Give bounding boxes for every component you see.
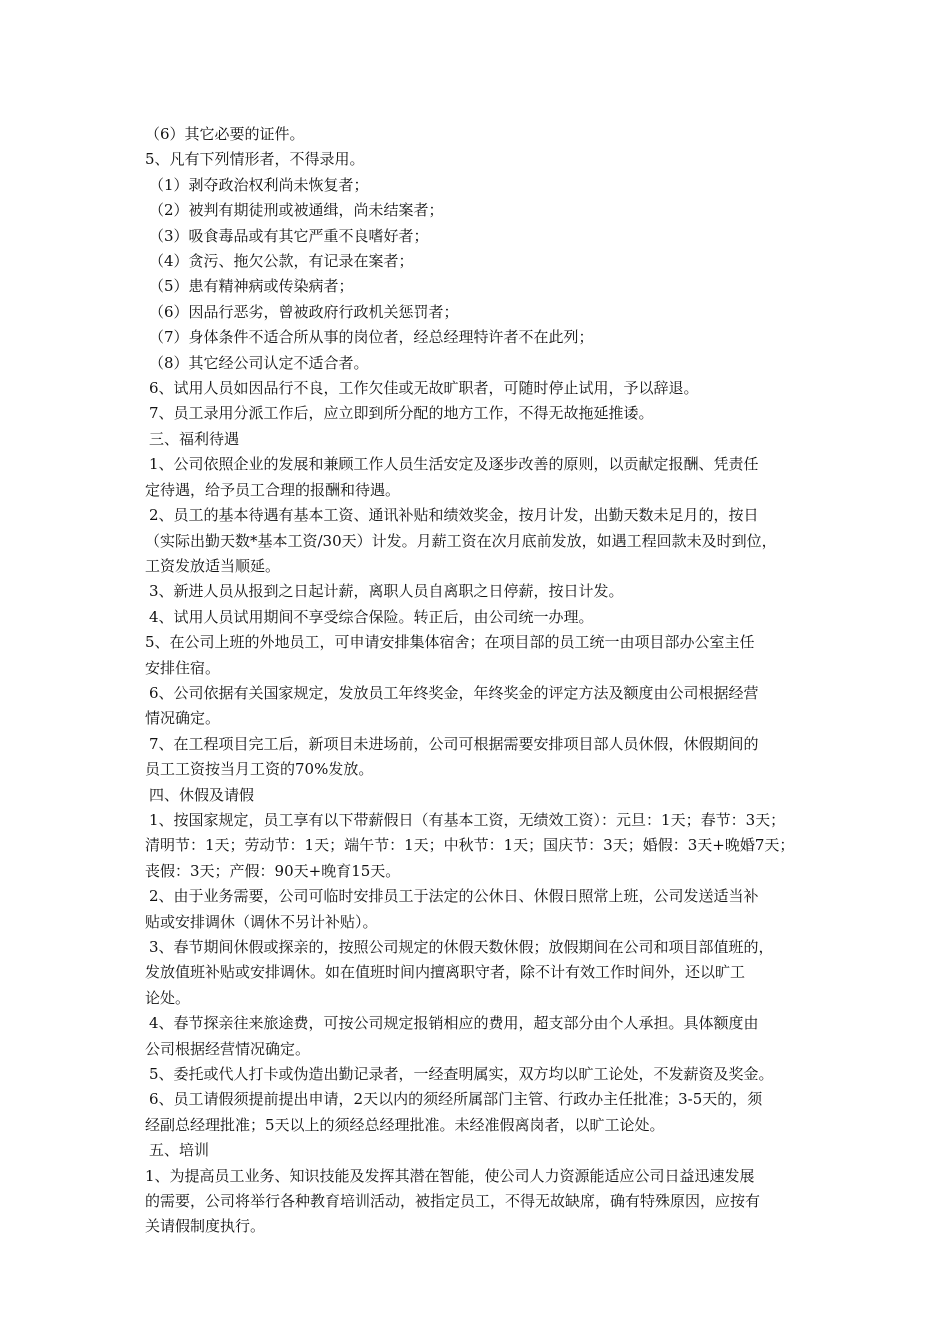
- text-line: 6、试用人员如因品行不良，工作欠佳或无故旷职者，可随时停止试用，予以辞退。: [149, 379, 699, 398]
- text-line: （8）其它经公司认定不适合者。: [149, 353, 369, 372]
- text-line: 定待遇，给予员工合理的报酬和待遇。: [145, 480, 401, 499]
- text-line: 经副总经理批准；5天以上的须经总经理批准。未经准假离岗者，以旷工论处。: [145, 1115, 665, 1134]
- text-line: （3）吸食毒品或有其它严重不良嗜好者；: [149, 226, 429, 245]
- text-line: 发放值班补贴或安排调休。如在值班时间内擅离职守者，除不计有效工作时间外，还以旷工: [145, 963, 746, 982]
- text-line: 员工工资按当月工资的70%发放。: [145, 760, 374, 779]
- text-line: 的需要，公司将举行各种教育培训活动，被指定员工，不得无故缺席，确有特殊原因，应按有: [145, 1192, 761, 1211]
- text-line: （2）被判有期徒刑或被通缉，尚未结案者；: [149, 201, 444, 220]
- section-heading: 四、休假及请假: [149, 785, 255, 804]
- text-line: 1、公司依照企业的发展和兼顾工作人员生活安定及逐步改善的原则，以贡献定报酬、凭责任: [149, 455, 759, 474]
- text-line: （6）其它必要的证件。: [145, 125, 305, 143]
- text-line: 6、员工请假须提前提出申请，2天以内的须经所属部门主管、行政办主任批准；3-5天的，须: [149, 1090, 763, 1109]
- text-line: 2、由于业务需要，公司可临时安排员工于法定的公休日、休假日照常上班，公司发送适当补: [149, 887, 759, 906]
- text-line: 3、新进人员从报到之日起计薪，离职人员自离职之日停薪，按日计发。: [149, 582, 624, 601]
- text-line: 5、凡有下列情形者，不得录用。: [145, 150, 365, 169]
- text-line: （实际出勤天数*基本工资/30天）计发。月薪工资在次月底前发放，如遇工程回款未及时到位，: [145, 531, 777, 550]
- text-line: 工资发放适当顺延。: [145, 556, 281, 575]
- text-line: （7）身体条件不适合所从事的岗位者，经总经理特许者不在此列；: [149, 328, 594, 347]
- text-line: 7、在工程项目完工后，新项目未进场前，公司可根据需要安排项目部人员休假，休假期间的: [149, 734, 759, 753]
- text-line: 1、为提高员工业务、知识技能及发挥其潜在智能，使公司人力资源能适应公司日益迅速发展: [145, 1166, 755, 1185]
- text-line: 公司根据经营情况确定。: [145, 1039, 311, 1058]
- document-body: [145, 122, 825, 1240]
- text-line: 2、员工的基本待遇有基本工资、通讯补贴和绩效奖金，按月计发，出勤天数未足月的，按日: [149, 506, 759, 525]
- text-line: （4）贪污、拖欠公款，有记录在案者；: [149, 252, 414, 271]
- text-line: 1、按国家规定，员工享有以下带薪假日（有基本工资，无绩效工资）：元旦：1天；春节：3天；: [149, 810, 786, 829]
- text-line: 清明节：1天；劳动节：1天；端午节：1天；中秋节：1天；国庆节：3天；婚假：3天+晚婚7天；: [145, 836, 795, 855]
- text-line: （1）剥夺政治权利尚未恢复者；: [149, 175, 369, 194]
- text-line: 情况确定。: [145, 709, 221, 728]
- text-line: （6）因品行恶劣，曾被政府行政机关惩罚者；: [149, 302, 459, 321]
- text-line: 5、委托或代人打卡或伪造出勤记录者，一经查明属实，双方均以旷工论处，不发薪资及奖金。: [149, 1065, 774, 1084]
- text-line: 5、在公司上班的外地员工，可申请安排集体宿舍；在项目部的员工统一由项目部办公室主任: [145, 633, 755, 652]
- text-line: （5）患有精神病或传染病者；: [149, 277, 354, 296]
- text-line: 4、春节探亲往来旅途费，可按公司规定报销相应的费用，超支部分由个人承担。具体额度由: [149, 1014, 759, 1033]
- text-line: 3、春节期间休假或探亲的，按照公司规定的休假天数休假；放假期间在公司和项目部值班的，: [149, 938, 774, 956]
- text-line: 4、试用人员试用期间不享受综合保险。转正后，由公司统一办理。: [149, 607, 594, 626]
- text-line: 贴或安排调休（调休不另计补贴）。: [145, 912, 378, 931]
- text-line: 丧假：3天；产假：90天+晚育15天。: [145, 861, 401, 880]
- text-line: 论处。: [145, 988, 191, 1007]
- text-line: 关请假制度执行。: [145, 1217, 266, 1236]
- text-line: 6、公司依据有关国家规定，发放员工年终奖金，年终奖金的评定方法及额度由公司根据经营: [149, 683, 759, 702]
- text-line: 7、员工录用分派工作后，应立即到所分配的地方工作，不得无故拖延推诿。: [149, 404, 654, 423]
- section-heading: 三、福利待遇: [149, 429, 240, 448]
- section-heading: 五、培训: [149, 1141, 210, 1160]
- text-line: 安排住宿。: [145, 658, 221, 677]
